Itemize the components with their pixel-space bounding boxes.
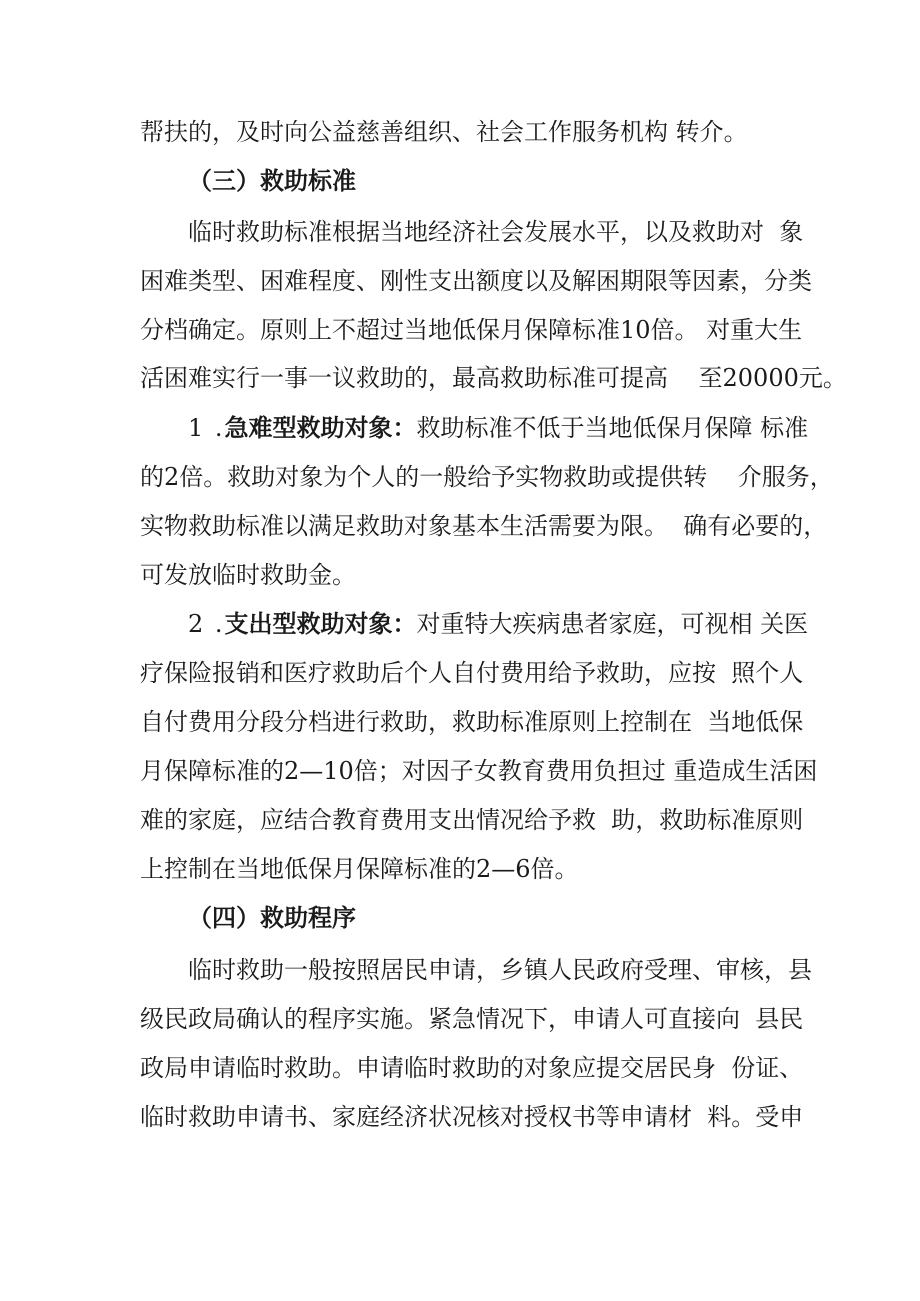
item-1-line: 的2倍。救助对象为个人的一般给予实物救助或提供转 介服务， <box>140 463 834 491</box>
item-2-line: 自付费用分段分档进行救助，救助标准原则上控制在 当地低保 <box>140 708 804 736</box>
item-1-text: 救助标准不低于当地低保月保障 标准 <box>416 414 809 442</box>
item-2-line: 疗保险报销和医疗救助后个人自付费用给予救助，应按 照个人 <box>140 659 804 687</box>
section-4-paragraph-line: 临时救助一般按照居民申请，乡镇人民政府受理、审核，县 <box>188 956 812 984</box>
item-2-line: 上控制在当地低保月保障标准的2—6倍。 <box>140 855 579 883</box>
item-1-line: 实物救助标准以满足救助对象基本生活需要为限。 确有必要的， <box>140 512 828 540</box>
intro-line: 帮扶的，及时向公益慈善组织、社会工作服务机构 转介。 <box>140 118 748 146</box>
section-3-paragraph-line: 临时救助标准根据当地经济社会发展水平，以及救助对 象 <box>188 218 804 246</box>
section-4-paragraph-line: 临时救助申请书、家庭经济状况核对授权书等申请材 料。受申 <box>140 1103 804 1131</box>
section-3-heading: （三）救助标准 <box>188 166 356 195</box>
section-3-paragraph-line: 活困难实行一事一议救助的，最高救助标准可提高 至20000元。 <box>140 364 847 392</box>
item-1-first-line <box>188 413 809 443</box>
item-2-first-line <box>188 609 809 639</box>
section-3-paragraph-line: 困难类型、困难程度、刚性支出额度以及解困期限等因素，分类 <box>140 267 812 295</box>
item-2-line: 月保障标准的2—10倍；对因子女教育费用负担过 重造成生活困 <box>140 757 818 785</box>
item-2-text: 对重特大疾病患者家庭，可视相 关医 <box>416 610 809 638</box>
section-4-heading: （四）救助程序 <box>188 903 356 932</box>
item-1-number: 1 . <box>188 414 225 442</box>
section-4-paragraph-line: 级民政局确认的程序实施。紧急情况下，申请人可直接向 县民 <box>140 1005 804 1033</box>
item-2-number: 2 . <box>188 610 225 638</box>
section-3-paragraph-line: 分档确定。原则上不超过当地低保月保障标准10倍。 对重大生 <box>140 316 803 344</box>
section-4-paragraph-line: 政局申请临时救助。申请临时救助的对象应提交居民身 份证、 <box>140 1054 804 1082</box>
item-1-line: 可发放临时救助金。 <box>140 561 356 589</box>
item-1-label: 急难型救助对象： <box>224 413 417 442</box>
item-2-label: 支出型救助对象： <box>224 609 417 638</box>
item-2-line: 难的家庭，应结合教育费用支出情况给予救 助，救助标准原则 <box>140 806 804 834</box>
